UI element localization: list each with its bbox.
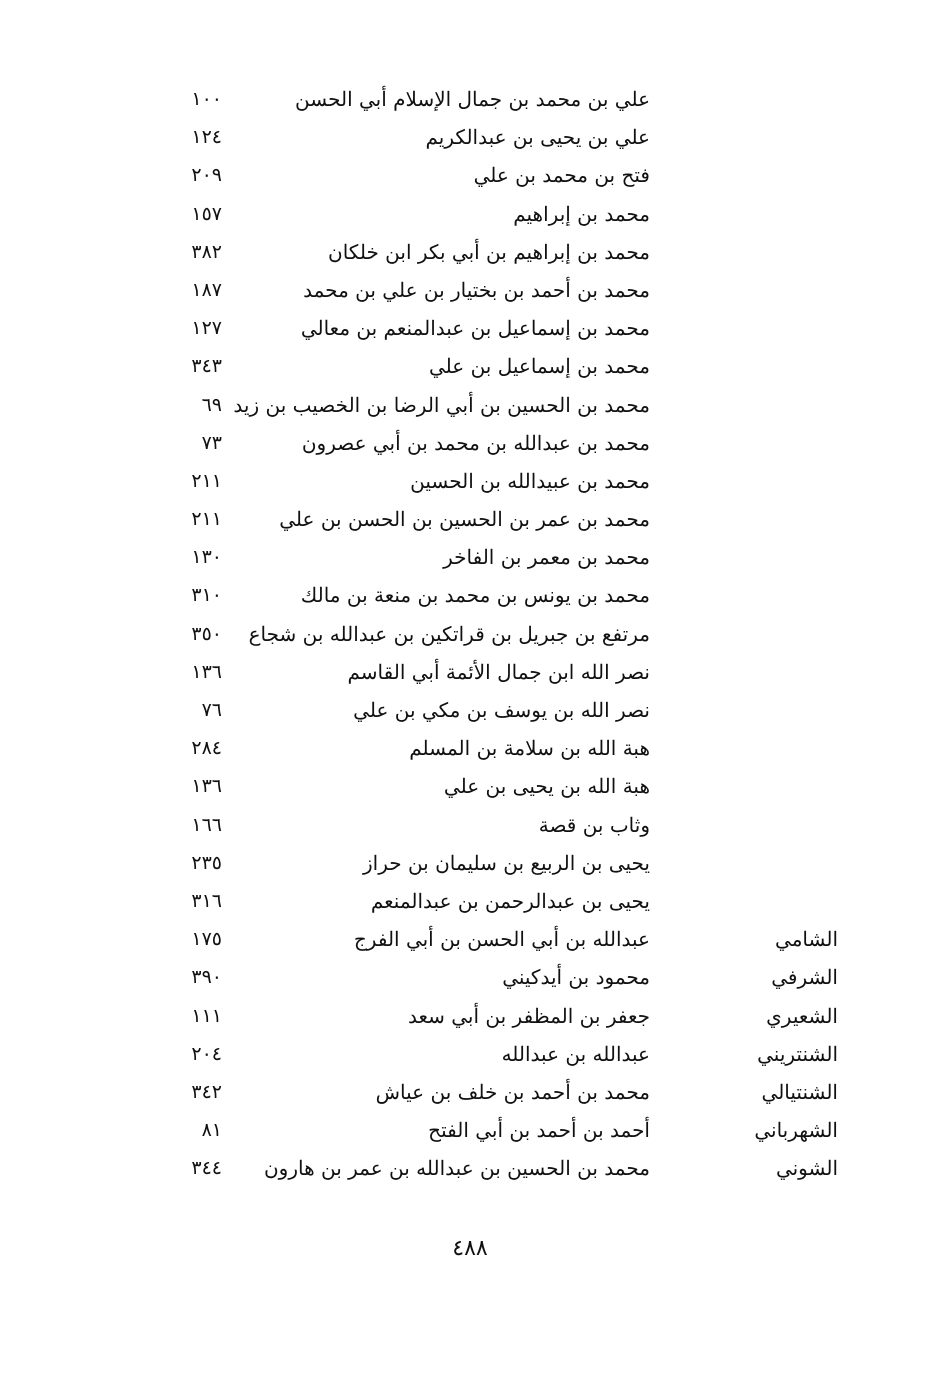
index-entry xyxy=(0,1149,940,1187)
entry-name: محمد بن معمر بن الفاخر xyxy=(443,545,650,570)
index-entry xyxy=(0,424,940,462)
entry-page-ref: ٣٨٢ xyxy=(191,240,222,263)
entry-page-ref: ١١١ xyxy=(191,1004,222,1027)
entry-name: محمد بن عبدالله بن محمد بن أبي عصرون xyxy=(301,430,650,455)
entry-name: علي بن محمد بن جمال الإسلام أبي الحسن xyxy=(295,87,650,111)
index-entry xyxy=(0,576,940,614)
entry-name: محمد بن أحمد بن خلف بن عياش xyxy=(375,1079,650,1104)
index-entry xyxy=(0,767,940,805)
entry-page-ref: ١٢٧ xyxy=(191,317,222,340)
entry-name: محمد بن عمر بن الحسين بن الحسن بن علي xyxy=(279,507,650,532)
entry-name: محمد بن الحسين بن عبدالله بن عمر بن هارون xyxy=(263,1156,650,1181)
entry-name: عبدالله بن عبدالله xyxy=(501,1041,650,1066)
index-entry xyxy=(0,1073,940,1111)
index-entry xyxy=(0,1111,940,1149)
index-entry xyxy=(0,958,940,996)
entry-page-ref: ٧٦ xyxy=(201,699,222,721)
index-entry xyxy=(0,195,940,233)
index-entry xyxy=(0,1035,940,1073)
entry-nisba: الشهرباني xyxy=(754,1118,838,1143)
entry-nisba: الشامي xyxy=(775,927,838,952)
entry-page-ref: ٣٤٣ xyxy=(191,355,222,378)
index-entry xyxy=(0,920,940,958)
index-entry xyxy=(0,806,940,844)
entry-name: أحمد بن أحمد بن أبي الفتح xyxy=(428,1118,650,1143)
entry-page-ref: ٣٤٢ xyxy=(191,1080,222,1103)
index-entry xyxy=(0,729,940,767)
entry-name: هبة الله بن يحيى بن علي xyxy=(443,774,650,799)
entry-page-ref: ١٨٧ xyxy=(191,278,222,301)
entry-page-ref: ١٣٦ xyxy=(191,775,222,798)
entry-page-ref: ٦٩ xyxy=(201,393,222,416)
entry-name: محمد بن يونس بن محمد بن منعة بن مالك xyxy=(300,583,650,608)
entry-name: وثاب بن قصة xyxy=(538,812,650,837)
entry-name: محمد بن أحمد بن بختيار بن علي بن محمد xyxy=(303,277,650,302)
entry-page-ref: ٢٣٥ xyxy=(191,851,222,874)
entry-name: محمد بن عبيدالله بن الحسين xyxy=(410,468,650,493)
entry-page-ref: ٣٤٤ xyxy=(191,1157,222,1180)
index-entry xyxy=(0,309,940,347)
index-entry xyxy=(0,882,940,920)
entry-name: فتح بن محمد بن علي xyxy=(473,163,650,188)
entry-page-ref: ٢٠٩ xyxy=(191,164,222,187)
entry-nisba: الشرفي xyxy=(771,965,838,990)
page-number: ٤٨٨ xyxy=(452,1236,488,1261)
entry-page-ref: ٣١٠ xyxy=(191,584,222,607)
entry-nisba: الشوني xyxy=(775,1156,838,1181)
index-entry xyxy=(0,233,940,271)
entry-nisba: الشعيري xyxy=(766,1003,838,1028)
index-entry xyxy=(0,615,940,653)
entry-name: هبة الله بن سلامة بن المسلم xyxy=(409,736,650,761)
index-entry xyxy=(0,844,940,882)
entry-page-ref: ٣١٦ xyxy=(191,889,222,912)
entry-page-ref: ١٣٦ xyxy=(191,660,222,683)
entry-name: نصر الله ابن جمال الأئمة أبي القاسم xyxy=(347,659,650,684)
index-entry xyxy=(0,271,940,309)
entry-page-ref: ٢١١ xyxy=(191,508,222,531)
index-entry xyxy=(0,118,940,156)
entry-name: علي بن يحيى بن عبدالكريم xyxy=(425,125,650,150)
entry-page-ref: ١٠٠ xyxy=(191,88,222,110)
entry-name: يحيى بن الربيع بن سليمان بن حراز xyxy=(362,850,650,875)
entry-page-ref: ٨١ xyxy=(201,1119,222,1142)
entry-name: عبدالله بن أبي الحسن بن أبي الفرج xyxy=(353,927,650,952)
entry-name: محمد بن إبراهيم xyxy=(513,201,650,226)
index-entry xyxy=(0,80,940,118)
entry-name: جعفر بن المظفر بن أبي سعد xyxy=(407,1003,650,1028)
entry-name: محمد بن إسماعيل بن عبدالمنعم بن معالي xyxy=(300,316,650,341)
entry-name: محمد بن إسماعيل بن علي xyxy=(428,354,650,379)
index-entry xyxy=(0,386,940,424)
entry-name: محمود بن أيدكيني xyxy=(502,965,650,990)
entry-page-ref: ١٢٤ xyxy=(191,126,222,149)
entry-name: محمد بن الحسين بن أبي الرضا بن الخصيب بن زيد xyxy=(233,392,650,417)
index-entry xyxy=(0,347,940,385)
entry-page-ref: ٣٥٠ xyxy=(191,622,222,645)
entry-page-ref: ١٦٦ xyxy=(191,813,222,836)
entry-nisba: الشنتريني xyxy=(757,1041,838,1066)
entry-page-ref: ٧٣ xyxy=(201,431,222,454)
index-entry xyxy=(0,500,940,538)
entry-nisba: الشنتيالي xyxy=(761,1079,838,1104)
entry-name: يحيى بن عبدالرحمن بن عبدالمنعم xyxy=(370,888,650,913)
index-entry xyxy=(0,691,940,729)
index-entry xyxy=(0,156,940,194)
entry-name: مرتفع بن جبريل بن قراتكين بن عبدالله بن شجاع xyxy=(248,621,650,646)
entry-page-ref: ١٧٥ xyxy=(191,928,222,951)
entry-page-ref: ٢٨٤ xyxy=(191,737,222,760)
index-entry xyxy=(0,462,940,500)
entry-page-ref: ١٣٠ xyxy=(191,546,222,569)
entry-page-ref: ٢١١ xyxy=(191,469,222,492)
index-entry xyxy=(0,653,940,691)
index-entry xyxy=(0,997,940,1035)
index-entry xyxy=(0,538,940,576)
entry-page-ref: ٢٠٤ xyxy=(191,1042,222,1065)
index-list xyxy=(0,80,940,1187)
entry-page-ref: ١٥٧ xyxy=(191,202,222,225)
entry-name: نصر الله بن يوسف بن مكي بن علي xyxy=(353,698,650,722)
entry-page-ref: ٣٩٠ xyxy=(191,966,222,989)
entry-name: محمد بن إبراهيم بن أبي بكر ابن خلكان xyxy=(328,239,650,264)
